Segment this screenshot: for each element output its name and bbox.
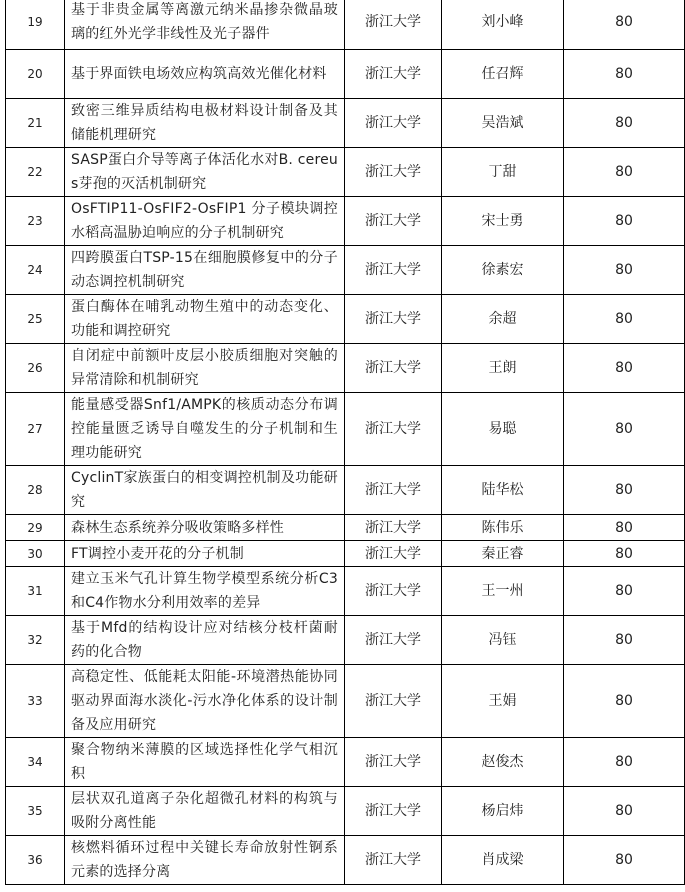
row-number: 24 [6, 246, 65, 295]
table-row [6, 99, 685, 148]
university: 浙江大学 [345, 197, 442, 246]
project-title: 自闭症中前额叶皮层小胶质细胞对突触的异常清除和机制研究 [65, 344, 345, 393]
project-title: FT调控小麦开花的分子机制 [65, 541, 345, 567]
table-row [6, 616, 685, 665]
score: 80 [564, 567, 685, 616]
table-row [6, 393, 685, 466]
principal-investigator: 宋士勇 [442, 197, 564, 246]
score: 80 [564, 344, 685, 393]
principal-investigator: 王娟 [442, 665, 564, 738]
row-number: 36 [6, 836, 65, 885]
score: 80 [564, 148, 685, 197]
table-row [6, 466, 685, 515]
table-row [6, 787, 685, 836]
table-row [6, 0, 685, 50]
row-number: 33 [6, 665, 65, 738]
score: 80 [564, 50, 685, 99]
university: 浙江大学 [345, 466, 442, 515]
university: 浙江大学 [345, 148, 442, 197]
project-title: 致密三维异质结构电极材料设计制备及其储能机理研究 [65, 99, 345, 148]
table-row [6, 295, 685, 344]
university: 浙江大学 [345, 541, 442, 567]
score: 80 [564, 99, 685, 148]
principal-investigator: 杨启炜 [442, 787, 564, 836]
table-row [6, 567, 685, 616]
project-table [5, 0, 685, 885]
project-title: 聚合物纳米薄膜的区域选择性化学气相沉积 [65, 738, 345, 787]
principal-investigator: 赵俊杰 [442, 738, 564, 787]
score: 80 [564, 0, 685, 50]
principal-investigator: 吴浩斌 [442, 99, 564, 148]
project-title: 高稳定性、低能耗太阳能-环境潜热能协同驱动界面海水淡化-污水净化体系的设计制备及应用研究 [65, 665, 345, 738]
score: 80 [564, 466, 685, 515]
row-number: 28 [6, 466, 65, 515]
university: 浙江大学 [345, 246, 442, 295]
table-row [6, 515, 685, 541]
project-title: OsFTIP11-OsFIF2-OsFIP1 分子模块调控水稻高温胁迫响应的分子机制研究 [65, 197, 345, 246]
university: 浙江大学 [345, 393, 442, 466]
project-title: 基于界面铁电场效应构筑高效光催化材料 [65, 50, 345, 99]
university: 浙江大学 [345, 738, 442, 787]
row-number: 29 [6, 515, 65, 541]
row-number: 32 [6, 616, 65, 665]
score: 80 [564, 246, 685, 295]
project-title: 蛋白酶体在哺乳动物生殖中的动态变化、功能和调控研究 [65, 295, 345, 344]
table-row [6, 246, 685, 295]
principal-investigator: 秦正睿 [442, 541, 564, 567]
project-title: SASP蛋白介导等离子体活化水对B. cereus芽孢的灭活机制研究 [65, 148, 345, 197]
university: 浙江大学 [345, 616, 442, 665]
row-number: 20 [6, 50, 65, 99]
table-row [6, 148, 685, 197]
project-title: 建立玉米气孔计算生物学模型系统分析C3和C4作物水分利用效率的差异 [65, 567, 345, 616]
university: 浙江大学 [345, 50, 442, 99]
score: 80 [564, 197, 685, 246]
principal-investigator: 王一州 [442, 567, 564, 616]
score: 80 [564, 515, 685, 541]
project-title: 四跨膜蛋白TSP-15在细胞膜修复中的分子动态调控机制研究 [65, 246, 345, 295]
row-number: 26 [6, 344, 65, 393]
table-row [6, 665, 685, 738]
university: 浙江大学 [345, 836, 442, 885]
principal-investigator: 任召辉 [442, 50, 564, 99]
project-title: 基于非贵金属等离激元纳米晶掺杂微晶玻璃的红外光学非线性及光子器件 [65, 0, 345, 50]
row-number: 22 [6, 148, 65, 197]
score: 80 [564, 616, 685, 665]
university: 浙江大学 [345, 567, 442, 616]
university: 浙江大学 [345, 344, 442, 393]
table-row [6, 197, 685, 246]
project-title: 层状双孔道离子杂化超微孔材料的构筑与吸附分离性能 [65, 787, 345, 836]
principal-investigator: 冯钰 [442, 616, 564, 665]
row-number: 31 [6, 567, 65, 616]
university: 浙江大学 [345, 99, 442, 148]
university: 浙江大学 [345, 665, 442, 738]
principal-investigator: 陆华松 [442, 466, 564, 515]
row-number: 35 [6, 787, 65, 836]
score: 80 [564, 541, 685, 567]
row-number: 19 [6, 0, 65, 50]
row-number: 34 [6, 738, 65, 787]
row-number: 30 [6, 541, 65, 567]
score: 80 [564, 836, 685, 885]
principal-investigator: 徐素宏 [442, 246, 564, 295]
university: 浙江大学 [345, 0, 442, 50]
project-title: 能量感受器Snf1/AMPK的核质动态分布调控能量匮乏诱导自噬发生的分子机制和生理功能研究 [65, 393, 345, 466]
score: 80 [564, 393, 685, 466]
principal-investigator: 易聪 [442, 393, 564, 466]
project-title: CyclinT家族蛋白的相变调控机制及功能研究 [65, 466, 345, 515]
project-table-body [6, 0, 685, 885]
table-row [6, 50, 685, 99]
principal-investigator: 陈伟乐 [442, 515, 564, 541]
row-number: 27 [6, 393, 65, 466]
university: 浙江大学 [345, 787, 442, 836]
project-title: 森林生态系统养分吸收策略多样性 [65, 515, 345, 541]
score: 80 [564, 665, 685, 738]
score: 80 [564, 295, 685, 344]
table-row [6, 344, 685, 393]
score: 80 [564, 787, 685, 836]
project-title: 基于Mfd的结构设计应对结核分枝杆菌耐药的化合物 [65, 616, 345, 665]
university: 浙江大学 [345, 295, 442, 344]
table-row [6, 836, 685, 885]
row-number: 25 [6, 295, 65, 344]
table-row [6, 541, 685, 567]
principal-investigator: 肖成梁 [442, 836, 564, 885]
principal-investigator: 刘小峰 [442, 0, 564, 50]
principal-investigator: 余超 [442, 295, 564, 344]
score: 80 [564, 738, 685, 787]
principal-investigator: 王朗 [442, 344, 564, 393]
table-row [6, 738, 685, 787]
project-title: 核燃料循环过程中关键长寿命放射性锕系元素的选择分离 [65, 836, 345, 885]
university: 浙江大学 [345, 515, 442, 541]
principal-investigator: 丁甜 [442, 148, 564, 197]
row-number: 23 [6, 197, 65, 246]
row-number: 21 [6, 99, 65, 148]
